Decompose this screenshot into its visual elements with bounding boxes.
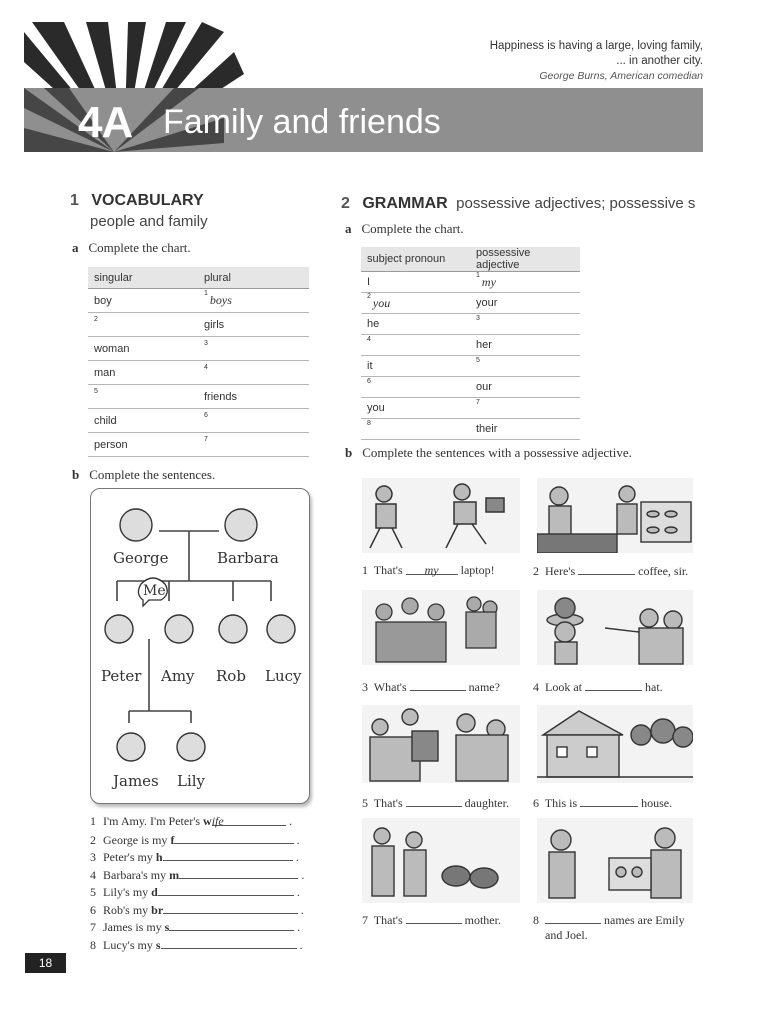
tree-name: James: [113, 772, 159, 790]
pronoun-cell[interactable]: [361, 272, 470, 293]
section1-heading: [70, 192, 204, 210]
illustration-photo: [537, 818, 693, 903]
plural-cell[interactable]: [198, 313, 309, 337]
illustration-laptop-thief: [362, 478, 520, 553]
table-row: [361, 398, 580, 419]
adjective-cell[interactable]: [470, 356, 580, 377]
answer-blank[interactable]: [410, 679, 466, 691]
sentence-item: [90, 937, 303, 953]
plural-cell[interactable]: [198, 433, 309, 457]
illustration-crowd: [362, 590, 520, 665]
item-number: 6: [204, 411, 208, 419]
section1-part-b: [72, 467, 215, 483]
sentence-number: 7: [90, 920, 96, 934]
adjective-cell[interactable]: [470, 377, 580, 398]
caption-3: 3 What's name?: [362, 680, 500, 694]
answer-blank[interactable]: [545, 912, 601, 924]
item-number: 7: [476, 399, 480, 406]
tree-name: Lucy: [265, 667, 302, 685]
singular-cell[interactable]: [88, 337, 198, 361]
cell-text: he: [367, 318, 380, 330]
table-row: [88, 289, 309, 313]
sentence-number: 3: [90, 850, 96, 864]
first-letter-hint: w: [203, 814, 212, 828]
item-number: 1: [204, 290, 208, 297]
table-row: [88, 313, 309, 337]
caption-7: 7 That's mother.: [362, 913, 501, 927]
item-number: 8: [367, 420, 371, 427]
first-letter-hint: s: [155, 937, 161, 952]
plural-cell[interactable]: [198, 361, 309, 385]
sentence-text: Barbara's my: [103, 867, 170, 882]
instruction: Complete the sentences.: [89, 467, 216, 482]
answer-blank[interactable]: [161, 937, 297, 949]
pronoun-cell[interactable]: [361, 398, 470, 419]
answer-blank[interactable]: [585, 679, 642, 691]
instruction: Complete the chart.: [361, 221, 464, 236]
cell-text: you: [367, 402, 385, 414]
column-header: subject pronoun: [361, 247, 470, 272]
item-number: 5: [94, 387, 98, 395]
illustration-coffee-shop: [537, 478, 693, 553]
pronoun-cell[interactable]: [361, 377, 470, 398]
sentence-item: [90, 902, 304, 918]
sentence-number: 5: [90, 885, 96, 899]
sentence-item: [90, 849, 299, 865]
table-row: [361, 356, 580, 377]
caption-1: 1 That's my laptop!: [362, 563, 495, 577]
first-letter-hint: br: [151, 902, 164, 917]
item-number: 2: [94, 315, 98, 323]
pronoun-cell[interactable]: [361, 314, 470, 335]
column-header: singular: [88, 267, 198, 289]
caption-8: 8 names are Emily: [533, 913, 685, 927]
table-row: [361, 377, 580, 398]
first-letter-hint: s: [164, 920, 170, 934]
example-answer: ife: [211, 814, 224, 828]
first-letter-hint: m: [169, 867, 180, 882]
column-header: possessive adjective: [470, 247, 580, 272]
caption-2: 2 Here's coffee, sir.: [533, 564, 689, 578]
answer-blank[interactable]: [578, 563, 635, 575]
sentence-end: .: [293, 832, 300, 847]
cell-text: man: [94, 366, 116, 379]
answer-blank[interactable]: [179, 867, 298, 879]
caption-6: 6 This is house.: [533, 796, 673, 810]
table-row: [88, 385, 309, 409]
table-row: [361, 335, 580, 356]
table-row: [361, 419, 580, 440]
pronoun-cell[interactable]: [361, 356, 470, 377]
answer-blank[interactable]: [174, 832, 293, 844]
pronoun-cell[interactable]: [361, 419, 470, 440]
first-letter-hint: f: [170, 832, 175, 847]
section2-subtitle: possessive adjectives; possessive s: [456, 195, 696, 212]
sentence-item: [90, 884, 300, 900]
plural-cell[interactable]: [198, 385, 309, 409]
pronoun-cell[interactable]: [361, 293, 470, 314]
item-number: 5: [476, 357, 480, 364]
sentence-number: 1: [90, 814, 96, 828]
sentence-number: 2: [90, 832, 96, 847]
item-number: 4: [204, 363, 208, 371]
adjective-cell[interactable]: [470, 335, 580, 356]
item-number: 2: [367, 292, 371, 300]
singular-cell[interactable]: [88, 409, 198, 433]
plural-cell[interactable]: [198, 409, 309, 433]
table-row: [88, 337, 309, 361]
quote: [490, 39, 703, 84]
singular-cell[interactable]: [88, 289, 198, 313]
unit-title: Family and friends: [163, 103, 441, 141]
cell-text: our: [476, 381, 492, 393]
cell-text: I: [367, 276, 371, 288]
caption-8-line2: and Joel.: [545, 928, 588, 942]
cell-text: her: [476, 339, 492, 351]
sentence-end: .: [286, 814, 293, 828]
sentence-text: I'm Amy. I'm Peter's: [103, 814, 204, 828]
sentence-item: [90, 919, 300, 935]
instruction: Complete the chart.: [88, 240, 191, 255]
sentence-text: Peter's my: [103, 850, 156, 864]
cell-text: my: [481, 274, 496, 289]
cell-text: you: [372, 295, 391, 310]
sentence-text: Rob's my: [103, 902, 152, 917]
cell-text: boy: [94, 294, 112, 307]
item-number: 3: [476, 315, 480, 322]
caption-5: 5 That's daughter.: [362, 796, 509, 810]
answer-blank[interactable]: [212, 814, 286, 826]
adjective-cell[interactable]: [470, 314, 580, 335]
sentence-end: .: [292, 850, 299, 864]
sentence-end: .: [297, 902, 304, 917]
tree-name: George: [113, 549, 169, 567]
sentence-item: [90, 814, 292, 829]
illustration-hat: [537, 590, 693, 665]
page-number: 18: [25, 953, 66, 973]
tree-lines: [91, 489, 309, 803]
section1-subtitle: people and family: [90, 213, 208, 230]
table-row: [88, 409, 309, 433]
cell-text: their: [476, 423, 498, 435]
sentence-text: James is my: [103, 920, 165, 934]
table-row: [88, 433, 309, 457]
answer-blank[interactable]: [406, 912, 462, 924]
item-number: 6: [367, 378, 371, 385]
quote-line-2: ... in another city.: [616, 55, 703, 67]
illustration-people-with-painting: [362, 705, 520, 783]
first-letter-hint: d: [151, 885, 158, 899]
family-tree: [90, 488, 310, 804]
answer-blank[interactable]: [406, 795, 462, 807]
caption-4: 4 Look at hat.: [533, 680, 663, 694]
table-row: [361, 314, 580, 335]
section2-title: GRAMMAR: [362, 195, 448, 212]
part-letter: a: [345, 221, 352, 236]
part-letter: b: [72, 467, 80, 482]
item-number: 7: [204, 435, 208, 443]
vocabulary-chart: [88, 267, 309, 457]
illustration-house: [537, 705, 693, 783]
tree-name: Rob: [216, 667, 246, 685]
cell-text: person: [94, 438, 128, 451]
tree-name: Lily: [177, 772, 206, 790]
sentence-text: George is my: [103, 832, 171, 847]
sentence-text: Lucy's my: [103, 937, 156, 952]
tree-name: Me: [143, 583, 166, 599]
pronoun-cell[interactable]: [361, 335, 470, 356]
tree-name: Amy: [161, 667, 195, 685]
cell-text: child: [94, 414, 117, 427]
item-number: 4: [367, 336, 371, 343]
answer-blank[interactable]: [163, 902, 298, 914]
sentence-number: 8: [90, 937, 96, 952]
sentence-number: 4: [90, 867, 96, 882]
unit-number: 4A: [78, 98, 133, 147]
answer-blank[interactable]: [163, 849, 293, 861]
illustration-cats: [362, 818, 520, 903]
cell-text: your: [476, 297, 498, 309]
plural-cell[interactable]: [198, 337, 309, 361]
answer-blank[interactable]: [158, 884, 294, 896]
table-row: [361, 293, 580, 314]
singular-cell[interactable]: [88, 433, 198, 457]
first-letter-hint: h: [155, 850, 163, 864]
sentence-text: Lily's my: [103, 885, 152, 899]
sentence-end: .: [294, 920, 301, 934]
tree-name: Peter: [101, 667, 142, 685]
singular-cell[interactable]: [88, 313, 198, 337]
sentence-end: .: [298, 867, 305, 882]
adjective-cell[interactable]: [470, 398, 580, 419]
section2-part-b: [345, 445, 632, 461]
cell-text: woman: [94, 342, 130, 355]
tree-name: Barbara: [217, 549, 279, 567]
sentence-end: .: [293, 885, 300, 899]
sentence-number: 6: [90, 902, 96, 917]
section2-number: 2: [341, 195, 350, 212]
section1-title: VOCABULARY: [91, 192, 204, 209]
cell-text: girls: [204, 318, 225, 331]
part-letter: b: [345, 445, 353, 460]
adjective-cell[interactable]: [470, 419, 580, 440]
column-header: plural: [198, 267, 309, 289]
answer-blank[interactable]: my: [406, 563, 458, 575]
singular-cell[interactable]: [88, 361, 198, 385]
grammar-chart: [361, 247, 580, 440]
item-number: 3: [204, 339, 208, 347]
adjective-cell[interactable]: [470, 293, 580, 314]
answer-blank[interactable]: [580, 795, 638, 807]
cell-text: it: [367, 360, 373, 372]
sentence-end: .: [296, 937, 303, 952]
plural-cell[interactable]: [198, 289, 309, 313]
quote-author: George Burns, American comedian: [539, 70, 703, 82]
table-row: [361, 272, 580, 293]
quote-line-1: Happiness is having a large, loving family,: [489, 40, 703, 52]
sentence-item: [90, 867, 304, 883]
answer-blank[interactable]: [169, 919, 294, 931]
section1-number: 1: [70, 192, 79, 209]
section2-heading: [341, 195, 695, 213]
item-number: 1: [476, 271, 480, 279]
adjective-cell[interactable]: [470, 272, 580, 293]
table-row: [88, 361, 309, 385]
section1-part-a: [72, 240, 191, 256]
singular-cell[interactable]: [88, 385, 198, 409]
cell-text: friends: [204, 390, 238, 403]
instruction: Complete the sentences with a possessive adjective.: [362, 445, 632, 460]
section2-part-a: [345, 221, 464, 237]
cell-text: boys: [209, 293, 232, 307]
part-letter: a: [72, 240, 79, 255]
sentence-item: [90, 832, 300, 848]
